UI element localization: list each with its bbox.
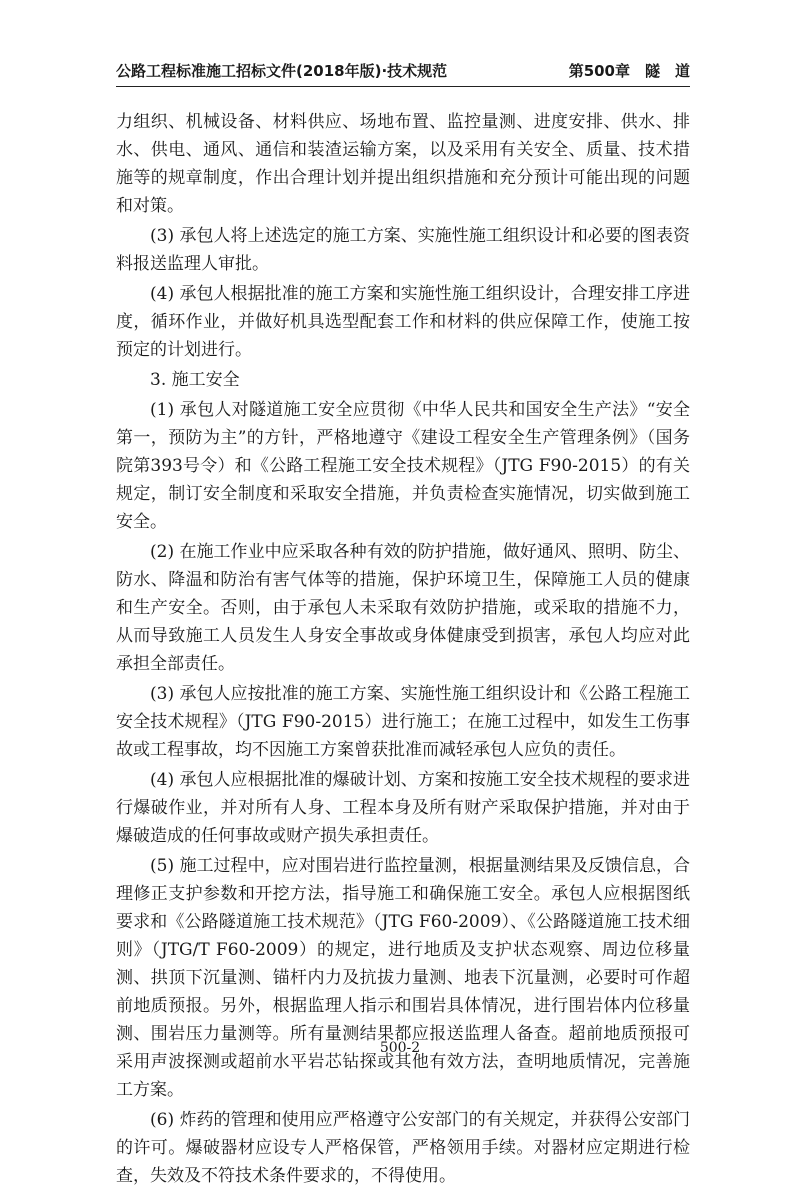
document-title: 公路工程标准施工招标文件(2018年版)·技术规范 [116, 62, 448, 80]
section-heading-construction-safety: 3. 施工安全 [150, 370, 240, 390]
header-divider [116, 86, 690, 87]
running-header [116, 60, 690, 84]
paragraph-continued: 力组织、机械设备、材料供应、场地布置、监控量测、进度安排、供水、排水、供电、通风、通信和装渣运输方案，以及采用有关安全、质量、技术措施等的规章制度，作出合理计划并提出组织措施和充分预计可能出现的问题和对策。 [116, 112, 690, 216]
paragraph-safety-4: (4) 承包人应根据批准的爆破计划、方案和按施工安全技术规程的要求进行爆破作业，并对所有人身、工程本身及所有财产采取保护措施，并对由于爆破造成的任何事故或财产损失承担责任。 [116, 770, 690, 846]
body-text [116, 108, 690, 1192]
paragraph-safety-2: (2) 在施工作业中应采取各种有效的防护措施，做好通风、照明、防尘、防水、降温和防治有害气体等的措施，保护环境卫生，保障施工人员的健康和生产安全。否则，由于承包人未采取有效防护措施，或采取的措施不力，从而导致施工人员发生人身安全事故或身体健康受到损害，承包人均应对此承担全部责任。 [116, 542, 690, 674]
paragraph-safety-5: (5) 施工过程中，应对围岩进行监控量测，根据量测结果及反馈信息，合理修正支护参数和开挖方法，指导施工和确保施工安全。承包人应根据图纸要求和《公路隧道施工技术规范》（JTG F60-2009）、《公路隧道施工技术细则》（JTG/T F60-2009）的规定，进行地质及支护状态观察、周边位移量测、拱顶下沉量测、锚杆内力及抗拔力量测、地表下沉量测，必要时可作超前地质预报。另外，根据监理人指示和围岩具体情况，进行围岩体内位移量测、围岩压力量测等。所有量测结果都应报送监理人备查。超前地质预报可采用声波探测或超前水平岩芯钻探或其他有效方法，查明地质情况，完善施工方案。 [116, 856, 690, 1100]
page-number: 500-2 [379, 1040, 421, 1056]
paragraph-safety-3: (3) 承包人应按批准的施工方案、实施性施工组织设计和《公路工程施工安全技术规程》（JTG F90-2015）进行施工；在施工过程中，如发生工伤事故或工程事故，均不因施工方案曾获批准而减轻承包人应负的责任。 [116, 684, 690, 760]
paragraph-item-3: (3) 承包人将上述选定的施工方案、实施性施工组织设计和必要的图表资料报送监理人审批。 [116, 226, 690, 274]
paragraph-safety-1: (1) 承包人对隧道施工安全应贯彻《中华人民共和国安全生产法》“安全第一，预防为主”的方针，严格地遵守《建设工程安全生产管理条例》（国务院第393号令）和《公路工程施工安全技术规程》（JTG F90-2015）的有关规定，制订安全制度和采取安全措施，并负责检查实施情况，切实做到施工安全。 [116, 400, 690, 532]
paragraph-item-4: (4) 承包人根据批准的施工方案和实施性施工组织设计，合理安排工序进度，循环作业，并做好机具选型配套工作和材料的供应保障工作，使施工按预定的计划进行。 [116, 284, 690, 360]
chapter-title: 第500章 隧 道 [568, 62, 690, 80]
paragraph-safety-6: (6) 炸药的管理和使用应严格遵守公安部门的有关规定，并获得公安部门的许可。爆破器材应设专人严格保管，严格领用手续。对器材应定期进行检查，失效及不符技术条件要求的，不得使用。 [116, 1110, 690, 1186]
